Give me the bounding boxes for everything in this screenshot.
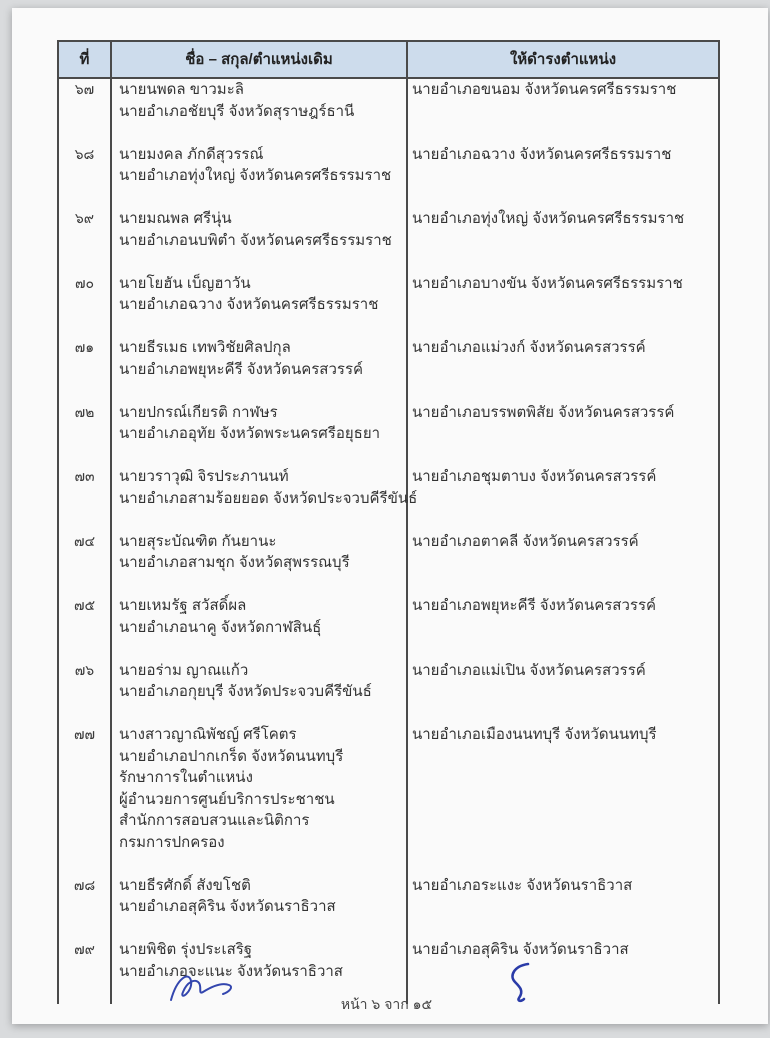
name-line: นายอำเภอชัยบุรี จังหวัดสุราษฎร์ธานี xyxy=(119,102,355,120)
row-name-former-position xyxy=(112,595,408,660)
header-name-former-position: ชื่อ – สกุล/ตำแหน่งเดิม xyxy=(112,42,408,77)
table-row xyxy=(59,724,718,875)
header-no: ที่ xyxy=(59,42,112,77)
table-body xyxy=(59,79,718,1004)
row-name-former-position xyxy=(112,79,408,144)
row-new-position: นายอำเภอพยุหะคีรี จังหวัดนครสวรรค์ xyxy=(412,597,657,614)
row-new-position: นายอำเภอบรรพตพิสัย จังหวัดนครสวรรค์ xyxy=(412,403,675,421)
row-number: ๗๖ xyxy=(59,660,112,725)
name-line: นายอำเภอสามร้อยยอด จังหวัดประจวบคีรีขันธ์ xyxy=(119,489,418,507)
row-new-position: นายอำเภอตาคลี จังหวัดนครสวรรค์ xyxy=(412,532,639,550)
name-line: นายอำเภอปากเกร็ด จังหวัดนนทบุรี xyxy=(119,747,344,765)
row-new-position: นายอำเภอฉวาง จังหวัดนครศรีธรรมราช xyxy=(412,145,672,163)
table-header-row xyxy=(59,42,718,79)
name-line: นายธีรเมธ เทพวิชัยศิลปกุล xyxy=(119,339,291,356)
header-new-position: ให้ดำรงตำแหน่ง xyxy=(509,51,617,68)
row-name-former-position xyxy=(112,466,418,531)
table-row xyxy=(59,337,718,402)
name-line: นายพิชิต รุ่งประเสริฐ xyxy=(119,941,253,958)
table-row xyxy=(59,273,718,338)
table-row xyxy=(59,79,718,144)
table-row xyxy=(59,144,718,209)
row-number: ๗๐ xyxy=(59,273,112,338)
name-line: กรมการปกครอง xyxy=(119,833,225,851)
row-new-position: นายอำเภอสุคิริน จังหวัดนราธิวาส xyxy=(412,941,629,958)
row-new-position: นายอำเภอบางขัน จังหวัดนครศรีธรรมราช xyxy=(412,274,683,292)
name-line: นายมณพล ศรีนุ่น xyxy=(119,210,232,227)
name-line: นายอำเภอนบพิตำ จังหวัดนครศรีธรรมราช xyxy=(119,231,392,249)
row-new-position: นายอำเภอขนอม จังหวัดนครศรีธรรมราช xyxy=(412,81,677,98)
name-line: นายมงคล ภักดีสุวรรณ์ xyxy=(119,145,264,163)
row-new-position: นายอำเภอแม่วงก์ จังหวัดนครสวรรค์ xyxy=(412,339,646,356)
row-number: ๖๗ xyxy=(59,79,112,144)
name-line: นายอำเภอสุคิริน จังหวัดนราธิวาส xyxy=(119,898,336,915)
row-new-position: นายอำเภอระแงะ จังหวัดนราธิวาส xyxy=(412,876,633,894)
row-number: ๗๓ xyxy=(59,466,112,531)
row-number: ๗๕ xyxy=(59,595,112,660)
row-name-former-position xyxy=(112,402,408,467)
name-line: สำนักการสอบสวนและนิติการ xyxy=(119,812,310,829)
name-line: นายอำเภอฉวาง จังหวัดนครศรีธรรมราช xyxy=(119,296,379,313)
row-number: ๖๘ xyxy=(59,144,112,209)
row-name-former-position xyxy=(112,531,408,596)
name-line: นายโยฮัน เบ็ญฮาวัน xyxy=(119,274,251,292)
name-line: นายอำเภอทุ่งใหญ่ จังหวัดนครศรีธรรมราช xyxy=(119,167,392,184)
row-new-position: นายอำเภอเมืองนนทบุรี จังหวัดนนทบุรี xyxy=(412,726,657,743)
name-line: นายอำเภอจะแนะ จังหวัดนราธิวาส xyxy=(119,962,343,980)
document-page xyxy=(12,8,768,1024)
table-row xyxy=(59,208,718,273)
row-number: ๗๗ xyxy=(59,724,112,875)
row-number: ๖๙ xyxy=(59,208,112,273)
row-number: ๗๘ xyxy=(59,875,112,940)
name-line: รักษาการในตำแหน่ง xyxy=(119,769,253,786)
row-name-former-position xyxy=(112,337,408,402)
name-line: นายอำเภอพยุหะคีรี จังหวัดนครสวรรค์ xyxy=(119,360,364,378)
name-line: นายอำเภออุทัย จังหวัดพระนครศรีอยุธยา xyxy=(119,425,381,442)
table-row xyxy=(59,875,718,940)
row-name-former-position xyxy=(112,660,408,725)
row-name-former-position xyxy=(112,724,408,875)
row-new-position: นายอำเภอแม่เปิน จังหวัดนครสวรรค์ xyxy=(412,661,646,679)
name-line: นายอำเภอสามชุก จังหวัดสุพรรณบุรี xyxy=(119,554,350,571)
name-line: นายอร่าม ญาณแก้ว xyxy=(119,661,249,679)
row-name-former-position xyxy=(112,144,408,209)
row-number: ๗๒ xyxy=(59,402,112,467)
name-line: นายเหมรัฐ สวัสดิ์ผล xyxy=(119,597,247,614)
table-row xyxy=(59,660,718,725)
table-row xyxy=(59,531,718,596)
table-row xyxy=(59,466,718,531)
row-name-former-position xyxy=(112,208,408,273)
row-new-position: นายอำเภอชุมตาบง จังหวัดนครสวรรค์ xyxy=(412,468,657,485)
name-line: นายธีรศักดิ์ สังขโชติ xyxy=(119,876,251,894)
name-line: ผู้อำนวยการศูนย์บริการประชาชน xyxy=(119,790,335,808)
name-line: นายวราวุฒิ จิรประภานนท์ xyxy=(119,468,289,485)
name-line: นายสุระบัณฑิต กันยานะ xyxy=(119,532,277,550)
name-line: นางสาวญาณิพัชญ์ ศรีโคตร xyxy=(119,726,297,743)
name-line: นายอำเภอนาคู จังหวัดกาฬสินธุ์ xyxy=(119,618,322,636)
table-row xyxy=(59,595,718,660)
name-line: นายปกรณ์เกียรติ กาฬษร xyxy=(119,403,278,421)
name-line: นายอำเภอกุยบุรี จังหวัดประจวบคีรีขันธ์ xyxy=(119,683,372,700)
row-new-position: นายอำเภอทุ่งใหญ่ จังหวัดนครศรีธรรมราช xyxy=(412,210,685,227)
row-number: ๗๑ xyxy=(59,337,112,402)
row-name-former-position xyxy=(112,875,408,940)
page-number: หน้า ๖ จาก ๑๕ xyxy=(340,996,433,1012)
row-number: ๗๙ xyxy=(59,939,112,1004)
table-row xyxy=(59,402,718,467)
row-number: ๗๔ xyxy=(59,531,112,596)
row-name-former-position xyxy=(112,273,408,338)
transfer-table xyxy=(57,40,720,1004)
name-line: นายนพดล ขาวมะลิ xyxy=(119,81,244,98)
